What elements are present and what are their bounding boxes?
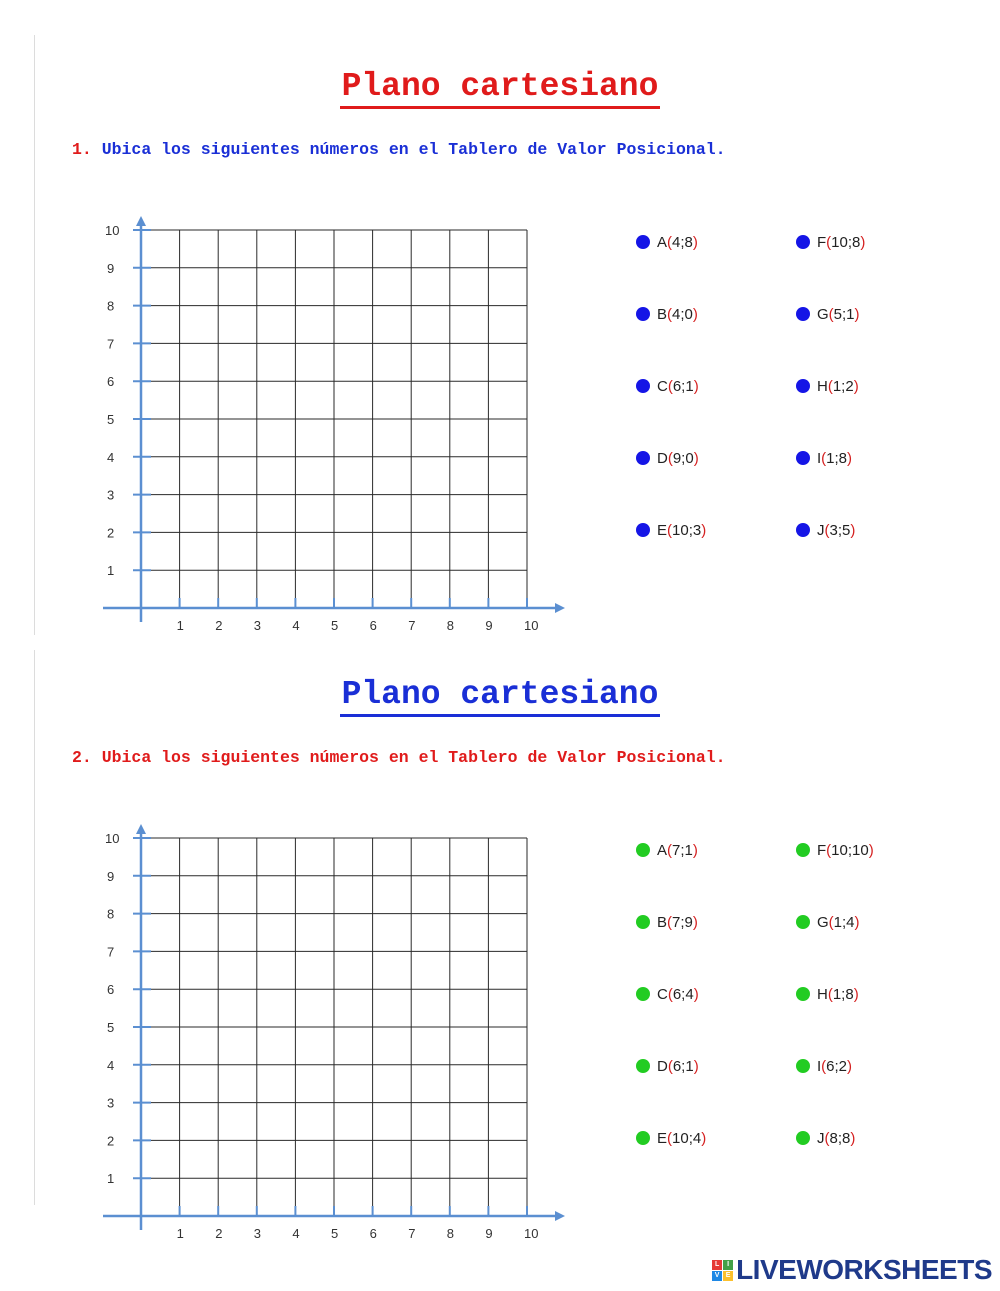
point-label-g[interactable] — [796, 911, 860, 933]
y-tick-label: 6 — [107, 982, 115, 998]
open-paren: ( — [667, 1129, 673, 1147]
x-tick-label: 6 — [369, 618, 377, 633]
open-paren: ( — [821, 1057, 827, 1075]
x-tick-label: 2 — [215, 1226, 223, 1241]
close-paren: ) — [701, 1129, 707, 1147]
x-tick-label: 10 — [524, 618, 539, 633]
close-paren: ) — [860, 233, 866, 251]
point-marker-icon[interactable] — [636, 235, 650, 249]
point-label-c[interactable] — [636, 983, 699, 1005]
point-name: J — [817, 1129, 825, 1147]
point-label-h[interactable] — [796, 983, 859, 1005]
point-marker-icon[interactable] — [796, 451, 810, 465]
point-label-d[interactable] — [636, 447, 699, 469]
x-tick-label: 6 — [369, 1226, 377, 1241]
point-coords: 1;4 — [833, 913, 855, 931]
point-name: E — [657, 521, 668, 539]
point-marker-icon[interactable] — [636, 915, 650, 929]
close-paren: ) — [847, 1057, 853, 1075]
x-tick-label: 5 — [331, 618, 339, 633]
y-tick-label: 8 — [107, 298, 115, 314]
close-paren: ) — [692, 233, 698, 251]
point-name: B — [657, 305, 668, 323]
open-paren: ( — [821, 449, 827, 467]
point-label-e[interactable] — [636, 1127, 706, 1149]
point-label-j[interactable] — [796, 519, 855, 541]
close-paren: ) — [693, 449, 699, 467]
close-paren: ) — [692, 841, 698, 859]
point-coords: 4;8 — [672, 233, 693, 251]
open-paren: ( — [826, 841, 832, 859]
open-paren: ( — [667, 305, 673, 323]
point-coords: 10;10 — [831, 841, 869, 859]
x-axis-arrow — [555, 1211, 565, 1221]
open-paren: ( — [667, 233, 673, 251]
point-coords: 10;8 — [831, 233, 861, 251]
logo-tile: L — [712, 1260, 722, 1270]
close-paren: ) — [854, 305, 860, 323]
close-paren: ) — [853, 985, 859, 1003]
point-marker-icon[interactable] — [636, 523, 650, 537]
x-tick-label: 8 — [446, 618, 455, 633]
x-tick-label: 10 — [524, 1226, 539, 1241]
point-label-c[interactable] — [636, 375, 699, 397]
x-tick-label: 1 — [176, 618, 184, 633]
point-marker-icon[interactable] — [796, 915, 810, 929]
cartesian-plane[interactable] — [95, 180, 585, 650]
close-paren: ) — [701, 521, 707, 539]
open-paren: ( — [667, 449, 673, 467]
instruction-number: 2. — [72, 748, 92, 767]
y-axis-arrow — [136, 216, 146, 226]
point-marker-icon[interactable] — [796, 307, 810, 321]
point-label-i[interactable] — [796, 1055, 852, 1077]
point-label-j[interactable] — [796, 1127, 855, 1149]
close-paren: ) — [693, 1057, 699, 1075]
close-paren: ) — [692, 305, 698, 323]
open-paren: ( — [826, 233, 832, 251]
point-coords: 3;5 — [829, 521, 851, 539]
point-marker-icon[interactable] — [796, 987, 810, 1001]
open-paren: ( — [827, 377, 833, 395]
open-paren: ( — [828, 913, 834, 931]
section-title: Plano cartesiano — [0, 676, 1000, 713]
y-axis-arrow — [136, 824, 146, 834]
y-tick-label: 10 — [105, 831, 120, 846]
point-label-a[interactable] — [636, 839, 698, 861]
logo-tile: V — [712, 1271, 722, 1281]
open-paren: ( — [828, 305, 834, 323]
point-name: D — [657, 1057, 668, 1075]
y-tick-label: 4 — [107, 449, 115, 465]
y-tick-label: 3 — [107, 1095, 115, 1111]
point-coords: 1;2 — [832, 377, 854, 395]
x-tick-label: 7 — [408, 1226, 416, 1241]
point-label-f[interactable] — [796, 839, 874, 861]
logo-icon — [712, 1260, 733, 1281]
point-name: G — [817, 913, 829, 931]
open-paren: ( — [667, 1057, 673, 1075]
point-coords: 6;1 — [672, 377, 694, 395]
section-title: Plano cartesiano — [0, 68, 1000, 105]
point-marker-icon[interactable] — [636, 307, 650, 321]
y-tick-label: 5 — [107, 1020, 115, 1035]
point-coords: 6;4 — [672, 985, 694, 1003]
point-marker-icon[interactable] — [796, 379, 810, 393]
point-coords: 1;8 — [826, 449, 848, 467]
y-tick-label: 7 — [107, 336, 115, 352]
point-coords: 6;1 — [672, 1057, 694, 1075]
close-paren: ) — [693, 985, 699, 1003]
open-paren: ( — [667, 913, 673, 931]
point-coords: 4;0 — [672, 305, 693, 323]
y-tick-label: 4 — [107, 1057, 115, 1073]
point-marker-icon[interactable] — [636, 987, 650, 1001]
point-name: F — [817, 841, 827, 859]
logo-tile: E — [723, 1271, 733, 1281]
point-label-g[interactable] — [796, 303, 860, 325]
point-name: F — [817, 233, 827, 251]
instruction-text: Ubica los siguientes números en el Tablero de Valor Posicional. — [101, 748, 726, 767]
y-tick-label: 2 — [107, 525, 115, 541]
point-coords: 9;0 — [672, 449, 694, 467]
point-marker-icon[interactable] — [796, 1131, 810, 1145]
y-tick-label: 1 — [107, 1171, 115, 1187]
open-paren: ( — [824, 1129, 830, 1147]
point-name: G — [817, 305, 829, 323]
y-tick-label: 2 — [107, 1133, 115, 1149]
x-tick-label: 5 — [331, 1226, 339, 1241]
point-coords: 10;4 — [672, 1129, 702, 1147]
x-tick-label: 8 — [446, 1226, 455, 1241]
y-tick-label: 1 — [107, 563, 115, 579]
point-name: J — [817, 521, 825, 539]
open-paren: ( — [667, 377, 673, 395]
instruction — [72, 748, 726, 767]
point-marker-icon[interactable] — [636, 1131, 650, 1145]
point-label-b[interactable] — [636, 911, 698, 933]
point-name: C — [657, 985, 668, 1003]
open-paren: ( — [667, 985, 673, 1003]
point-coords: 7;9 — [672, 913, 693, 931]
y-tick-label: 5 — [107, 412, 115, 427]
close-paren: ) — [868, 841, 874, 859]
point-name: B — [657, 913, 668, 931]
close-paren: ) — [847, 449, 853, 467]
point-coords: 7;1 — [672, 841, 693, 859]
worksheet-section-1 — [0, 40, 1000, 640]
point-name: H — [817, 985, 828, 1003]
point-coords: 6;2 — [826, 1057, 848, 1075]
point-marker-icon[interactable] — [796, 1059, 810, 1073]
x-tick-label: 3 — [253, 618, 262, 633]
point-marker-icon[interactable] — [796, 843, 810, 857]
liveworksheets-logo — [712, 1254, 992, 1286]
x-tick-label: 4 — [292, 1226, 300, 1241]
close-paren: ) — [853, 377, 859, 395]
point-label-e[interactable] — [636, 519, 706, 541]
open-paren: ( — [667, 841, 673, 859]
point-name: E — [657, 1129, 668, 1147]
point-name: A — [657, 841, 668, 859]
open-paren: ( — [827, 985, 833, 1003]
point-label-d[interactable] — [636, 1055, 699, 1077]
point-name: C — [657, 377, 668, 395]
point-marker-icon[interactable] — [636, 843, 650, 857]
brand-name: LIVEWORKSHEETS — [736, 1254, 992, 1285]
y-tick-label: 10 — [105, 223, 120, 238]
y-tick-label: 9 — [107, 260, 115, 276]
y-tick-label: 8 — [107, 906, 115, 922]
point-label-b[interactable] — [636, 303, 698, 325]
close-paren: ) — [850, 521, 856, 539]
x-tick-label: 3 — [253, 1226, 262, 1241]
open-paren: ( — [824, 521, 830, 539]
instruction-number: 1. — [72, 140, 92, 159]
worksheet-section-2 — [0, 648, 1000, 1248]
close-paren: ) — [854, 913, 860, 931]
x-tick-label: 1 — [176, 1226, 184, 1241]
x-axis-arrow — [555, 603, 565, 613]
x-tick-label: 2 — [215, 618, 223, 633]
instruction-text: Ubica los siguientes números en el Tablero de Valor Posicional. — [101, 140, 726, 159]
point-label-i[interactable] — [796, 447, 852, 469]
point-marker-icon[interactable] — [796, 523, 810, 537]
cartesian-plane[interactable] — [95, 788, 585, 1258]
point-label-f[interactable] — [796, 231, 865, 253]
point-name: D — [657, 449, 668, 467]
close-paren: ) — [850, 1129, 856, 1147]
point-name: H — [817, 377, 828, 395]
open-paren: ( — [667, 521, 673, 539]
x-tick-label: 4 — [292, 618, 300, 633]
close-paren: ) — [692, 913, 698, 931]
point-name: I — [817, 1057, 822, 1075]
x-tick-label: 7 — [408, 618, 416, 633]
point-coords: 5;1 — [833, 305, 855, 323]
point-label-a[interactable] — [636, 231, 698, 253]
x-tick-label: 9 — [485, 1226, 493, 1241]
y-tick-label: 3 — [107, 487, 115, 503]
point-marker-icon[interactable] — [636, 379, 650, 393]
point-marker-icon[interactable] — [636, 451, 650, 465]
point-coords: 10;3 — [672, 521, 702, 539]
close-paren: ) — [693, 377, 699, 395]
point-marker-icon[interactable] — [796, 235, 810, 249]
point-label-h[interactable] — [796, 375, 859, 397]
instruction — [72, 140, 726, 159]
x-tick-label: 9 — [485, 618, 493, 633]
logo-tile: I — [723, 1260, 733, 1270]
point-name: I — [817, 449, 822, 467]
y-tick-label: 6 — [107, 374, 115, 390]
point-name: A — [657, 233, 668, 251]
y-tick-label: 7 — [107, 944, 115, 960]
point-marker-icon[interactable] — [636, 1059, 650, 1073]
point-coords: 1;8 — [832, 985, 854, 1003]
y-tick-label: 9 — [107, 868, 115, 884]
point-coords: 8;8 — [829, 1129, 851, 1147]
